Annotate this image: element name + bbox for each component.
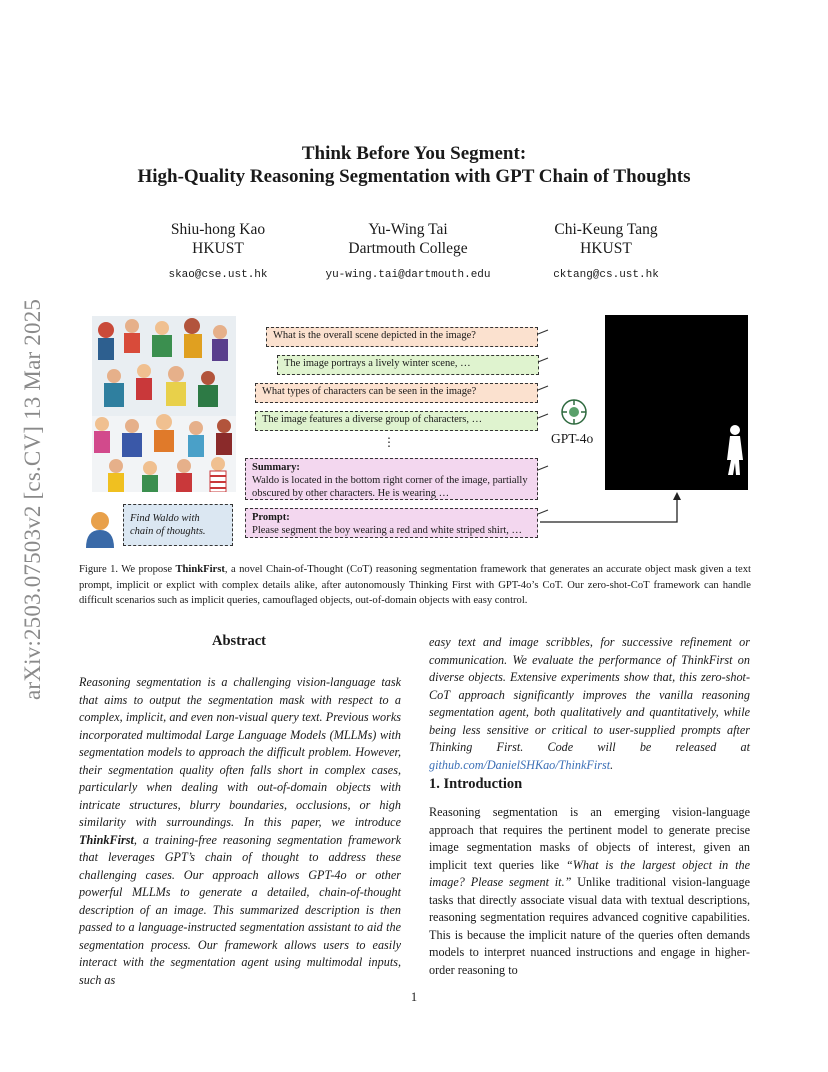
figure-caption: [79, 562, 751, 609]
author-email[interactable]: skao@cse.ust.hk: [168, 269, 268, 281]
waldo-scene-image: [92, 316, 236, 492]
author-name: Yu-Wing Tai: [368, 221, 448, 238]
question-bubble-2: What types of characters can be seen in the image?: [255, 383, 538, 403]
title-line-1: Think Before You Segment:: [301, 143, 527, 164]
prompt-text: Please segment the boy wearing a red and white striped shirt, …: [252, 525, 523, 536]
abstract-text-2: , a training-free reasoning segmentation framework that leverages GPT’s chain of thought to address these challenging cases. Our approach allows GPT-4o or other powerful MLLMs to generate a detailed, chain-of-thought description of an image. This summarized description is then passed to a language-instructed segmentation assistant to aid the segmentation process. Our framework allows users to easily interact with the segmentation agent using multimodal inputs, such as: [79, 832, 401, 987]
abstract-text-1: Reasoning segmentation is a challenging vision-language task that aims to output the segmentation mask with respect to a complex, implicit, and even non-visual query text. Previous works incorporated multimodal Large Language Models (MLLMs) with segmentation models to approach the difficult problem. However, their segmentation quality often falls short in complex cases, particularly when dealing with out-of-domain objects with intricate structures, blurry boundaries, occlusions, or high similarity with surroundings. In this paper, we introduce: [79, 675, 401, 829]
abstract-body: [79, 674, 401, 989]
segmentation-mask-output: [605, 315, 748, 490]
intro-text-1: Reasoning segmentation is an emerging vision-language approach that requires the pertinent model to generate precise image segmentation masks of objects of interest, given an implicit text queries like: [429, 805, 750, 872]
author-name: Shiu-hong Kao: [170, 221, 266, 238]
summary-bubble: [245, 458, 538, 500]
intro-text-2: Unlike traditional vision-language tasks that directly associate visual data with textual descriptions, reasoning segmentation requires advanced cognitive capabilities. This is because the implicit nature of the queries often demands models to interpret nuanced instructions and engage in higher-order reasoning to: [429, 875, 750, 977]
answer-bubble-1: The image portrays a lively winter scene, …: [277, 355, 539, 375]
user-request-line-1: Find Waldo with: [130, 513, 200, 524]
user-icon: [84, 510, 116, 548]
summary-line-1: Waldo is located in the bottom right corner of the image, partially: [252, 475, 528, 486]
prompt-label: Prompt:: [252, 512, 290, 523]
author-block-3: [486, 220, 726, 285]
caption-bold: ThinkFirst: [175, 564, 225, 575]
user-request-line-2: chain of thoughts.: [130, 526, 206, 537]
question-bubble-1: What is the overall scene depicted in the image?: [266, 327, 538, 347]
code-link[interactable]: github.com/DanielSHKao/ThinkFirst: [429, 757, 611, 772]
author-affiliation: HKUST: [580, 240, 632, 257]
answer-bubble-2: The image features a diverse group of characters, …: [255, 411, 538, 431]
arxiv-stamp: arXiv:2503.07503v2 [cs.CV] 13 Mar 2025: [20, 298, 45, 700]
gpt-label: GPT-4o: [551, 431, 594, 446]
prompt-to-mask-arrow: [538, 490, 684, 530]
user-request-bubble: [123, 504, 233, 546]
intro-quote: “What is the largest object in the image? Please segment it.”: [429, 857, 750, 889]
author-email[interactable]: yu-wing.tai@dartmouth.edu: [325, 269, 491, 281]
gpt-brain-icon: [559, 397, 589, 427]
abstract-bold: ThinkFirst: [79, 832, 134, 847]
author-email[interactable]: cktang@cs.ust.hk: [553, 269, 659, 281]
author-affiliation: Dartmouth College: [348, 240, 468, 257]
summary-line-2: obscured by other characters. He is wearing …: [252, 488, 450, 499]
intro-body: [429, 804, 750, 979]
summary-label: Summary:: [252, 462, 300, 473]
intro-heading: 1. Introduction: [429, 776, 523, 792]
segmented-person-silhouette: [605, 315, 748, 490]
author-affiliation: HKUST: [192, 240, 244, 257]
title-line-2: High-Quality Reasoning Segmentation with GPT Chain of Thoughts: [137, 166, 691, 187]
abstract-cont-end: .: [610, 757, 614, 772]
author-name: Chi-Keung Tang: [554, 221, 658, 238]
caption-prefix: Figure 1. We propose: [79, 564, 176, 575]
abstract-cont-text: easy text and image scribbles, for successive refinement or communication. We evaluate the performance of ThinkFirst on diverse objects. Extensive experiments show that, this zero-shot-CoT approach significantly improves the vanilla reasoning segmentation agent, both qualitatively and quantitatively, while being less sensitive or critical to user-supplied prompts after Thinking First. Code will be released at: [429, 635, 750, 754]
prompt-bubble: [245, 508, 538, 538]
caption-rest: , a novel Chain-of-Thought (CoT) reasoning segmentation framework that generates an accurate object mask given a text prompt, implicit or explict with complex details alike, after autonomously Thinking First with GPT-4o’s CoT. Our zero-shot-CoT framework can handle difficult scenarios such as implicit queries, camouflaged objects, out-of-domain objects with easy control.: [79, 564, 751, 606]
page-number: 1: [410, 990, 418, 1004]
abstract-heading: Abstract: [212, 633, 266, 649]
dialogue-ellipsis: ⋮: [383, 435, 395, 449]
abstract-continued: [429, 634, 750, 774]
